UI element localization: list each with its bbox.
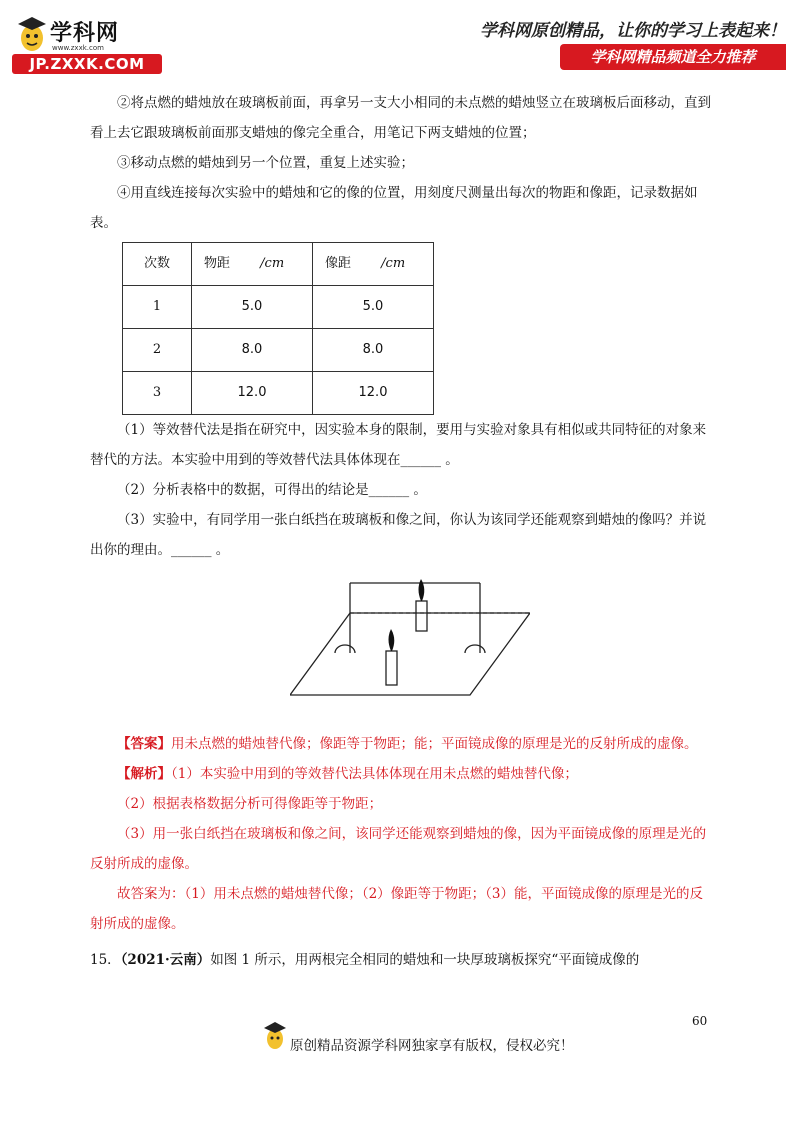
- unit-label: /cm: [381, 256, 406, 271]
- copyright-notice: 原创精品资源学科网独家享有版权，侵权必究！: [290, 1038, 574, 1054]
- page-number: 60: [692, 1014, 708, 1028]
- unlit-candle: [416, 601, 427, 631]
- lit-candle: [386, 651, 397, 685]
- document-body: [90, 88, 715, 975]
- table-cell: 12.0: [313, 372, 434, 415]
- analysis-final-answer: 故答案为：（1）用未点燃的蜡烛替代像；（2）像距等于物距；（3）能，平面镜成像的原理是光的反射所成的虚像。: [90, 886, 704, 932]
- table-cell: 3: [123, 372, 192, 415]
- question-number: 15．: [90, 952, 121, 968]
- table-cell: 1: [123, 286, 192, 329]
- table-header-cell: 次数: [123, 243, 192, 286]
- analysis-line-1: （1）本实验中用到的等效替代法具体体现在用未点燃的蜡烛替代像；: [171, 766, 578, 782]
- logo-url[interactable]: JP.ZXXK.COM: [12, 54, 162, 74]
- step-3: ③移动点燃的蜡烛到另一个位置，重复上述实验；: [117, 155, 414, 171]
- table-cell: 12.0: [192, 372, 313, 415]
- question-1: （1）等效替代法是指在研究中，因实验本身的限制，要用与实验对象具有相似或共同特征的对象来替代的方法。本实验中用到的等效替代法具体体现在______ 。: [90, 422, 707, 468]
- header-slogan: 学科网原创精品，让你的学习上表起来！: [480, 21, 786, 41]
- table-cell: 5.0: [313, 286, 434, 329]
- flame-icon: [389, 629, 395, 651]
- page-footer: [0, 1010, 800, 1070]
- analysis-paragraph: [90, 759, 715, 789]
- question-text: 如图 1 所示，用两根完全相同的蜡烛和一块厚玻璃板探究“平面镜成像的: [210, 952, 640, 968]
- analysis-label: 【解析】: [117, 766, 171, 782]
- step-4: ④用直线连接每次实验中的蜡烛和它的像的位置，用刻度尺测量出每次的物距和像距，记录数据如表。: [90, 185, 698, 231]
- data-table: [122, 242, 434, 415]
- mascot-icon: [262, 1020, 288, 1052]
- next-question: [90, 945, 715, 975]
- analysis-line-2: （2）根据表格数据分析可得像距等于物距；: [117, 796, 383, 812]
- answer-text: 用未点燃的蜡烛替代像；像距等于物距；能；平面镜成像的原理是光的反射所成的虚像。: [171, 736, 698, 752]
- question-2: （2）分析表格中的数据，可得出的结论是______ 。: [117, 482, 427, 498]
- answer-label: 【答案】: [117, 736, 171, 752]
- header-banner: 学科网精品频道全力推荐: [560, 44, 786, 70]
- table-surface: [290, 613, 530, 695]
- page-header: [0, 0, 800, 80]
- table-row: [123, 329, 434, 372]
- mascot-icon: [14, 14, 50, 54]
- image-distance-label: 像距: [325, 256, 352, 271]
- mirror-experiment-figure: [290, 575, 530, 705]
- table-cell: 2: [123, 329, 192, 372]
- table-header-row: [123, 243, 434, 286]
- answer-paragraph: [90, 729, 715, 759]
- step-2: ②将点燃的蜡烛放在玻璃板前面，再拿另一支大小相同的未点燃的蜡烛竖立在玻璃板后面移动，直到看上去它跟玻璃板前面那支蜡烛的像完全重合，用笔记下两支蜡烛的位置；: [90, 95, 711, 141]
- site-logo[interactable]: [12, 14, 162, 76]
- table-cell: 8.0: [192, 329, 313, 372]
- table-header-cell: [192, 243, 313, 286]
- table-row: [123, 286, 434, 329]
- analysis-line-3: （3）用一张白纸挡在玻璃板和像之间，该同学还能观察到蜡烛的像，因为平面镜成像的原理是光的反射所成的虚像。: [90, 826, 707, 872]
- question-source: （2021·云南）: [120, 952, 211, 968]
- question-3: （3）实验中，有同学用一张白纸挡在玻璃板和像之间，你认为该同学还能观察到蜡烛的像吗？并说出你的理由。______ 。: [90, 512, 707, 558]
- table-cell: 8.0: [313, 329, 434, 372]
- unit-label: /cm: [260, 256, 285, 271]
- logo-small-url: www.zxxk.com: [52, 44, 104, 52]
- table-header-cell: [313, 243, 434, 286]
- object-distance-label: 物距: [204, 256, 231, 271]
- table-row: [123, 372, 434, 415]
- table-cell: 5.0: [192, 286, 313, 329]
- image-flame-icon: [419, 579, 425, 601]
- logo-text: 学科网: [50, 21, 120, 46]
